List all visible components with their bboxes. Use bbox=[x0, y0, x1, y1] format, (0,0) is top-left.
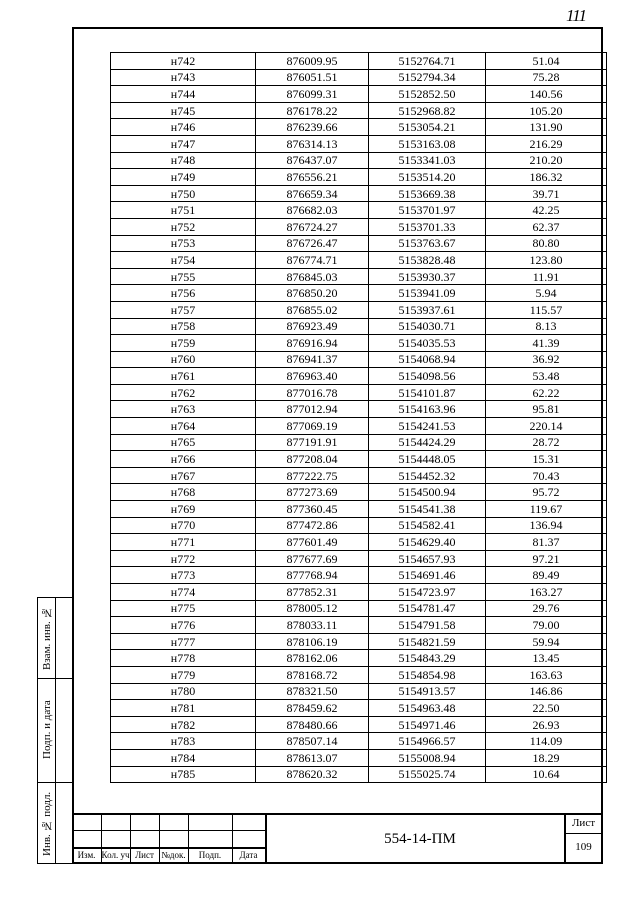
table-row bbox=[111, 666, 607, 683]
y-coordinate-cell: 5153701.33 bbox=[369, 218, 486, 235]
y-coordinate-cell: 5154101.87 bbox=[369, 384, 486, 401]
point-id-cell: н761 bbox=[111, 368, 256, 385]
y-coordinate-cell: 5154068.94 bbox=[369, 351, 486, 368]
length-cell: 123.80 bbox=[486, 252, 607, 269]
point-id-cell: н754 bbox=[111, 252, 256, 269]
coordinates-table bbox=[110, 52, 607, 783]
x-coordinate-cell: 876916.94 bbox=[256, 335, 369, 352]
length-cell: 95.81 bbox=[486, 401, 607, 418]
stamp-kol-uch: Кол. уч bbox=[101, 850, 130, 860]
x-coordinate-cell: 876923.49 bbox=[256, 318, 369, 335]
length-cell: 80.80 bbox=[486, 235, 607, 252]
table-row bbox=[111, 766, 607, 783]
point-id-cell: н745 bbox=[111, 102, 256, 119]
y-coordinate-cell: 5154629.40 bbox=[369, 534, 486, 551]
table-row bbox=[111, 135, 607, 152]
length-cell: 22.50 bbox=[486, 700, 607, 717]
y-coordinate-cell: 5154854.98 bbox=[369, 666, 486, 683]
point-id-cell: н755 bbox=[111, 268, 256, 285]
y-coordinate-cell: 5154241.53 bbox=[369, 418, 486, 435]
point-id-cell: н777 bbox=[111, 633, 256, 650]
y-coordinate-cell: 5154971.46 bbox=[369, 716, 486, 733]
length-cell: 216.29 bbox=[486, 135, 607, 152]
x-coordinate-cell: 876855.02 bbox=[256, 301, 369, 318]
x-coordinate-cell: 878321.50 bbox=[256, 683, 369, 700]
point-id-cell: н780 bbox=[111, 683, 256, 700]
inv-podl-label: Инв. № подл. bbox=[41, 791, 53, 856]
length-cell: 10.64 bbox=[486, 766, 607, 783]
length-cell: 89.49 bbox=[486, 567, 607, 584]
x-coordinate-cell: 876726.47 bbox=[256, 235, 369, 252]
y-coordinate-cell: 5153763.67 bbox=[369, 235, 486, 252]
table-row bbox=[111, 501, 607, 518]
y-coordinate-cell: 5154541.38 bbox=[369, 501, 486, 518]
length-cell: 39.71 bbox=[486, 185, 607, 202]
point-id-cell: н748 bbox=[111, 152, 256, 169]
point-id-cell: н751 bbox=[111, 202, 256, 219]
length-cell: 95.72 bbox=[486, 484, 607, 501]
sheet-number: 109 bbox=[575, 841, 592, 853]
point-id-cell: н742 bbox=[111, 53, 256, 70]
table-row bbox=[111, 318, 607, 335]
length-cell: 26.93 bbox=[486, 716, 607, 733]
table-row bbox=[111, 633, 607, 650]
length-cell: 105.20 bbox=[486, 102, 607, 119]
point-id-cell: н752 bbox=[111, 218, 256, 235]
table-row bbox=[111, 301, 607, 318]
table-row bbox=[111, 550, 607, 567]
y-coordinate-cell: 5154821.59 bbox=[369, 633, 486, 650]
length-cell: 15.31 bbox=[486, 451, 607, 468]
y-coordinate-cell: 5153514.20 bbox=[369, 169, 486, 186]
point-id-cell: н776 bbox=[111, 617, 256, 634]
length-cell: 18.29 bbox=[486, 749, 607, 766]
table-row bbox=[111, 600, 607, 617]
x-coordinate-cell: 877677.69 bbox=[256, 550, 369, 567]
length-cell: 59.94 bbox=[486, 633, 607, 650]
length-cell: 210.20 bbox=[486, 152, 607, 169]
table-row bbox=[111, 102, 607, 119]
point-id-cell: н758 bbox=[111, 318, 256, 335]
stamp-podp: Подп. bbox=[198, 850, 222, 860]
length-cell: 163.27 bbox=[486, 584, 607, 601]
x-coordinate-cell: 876941.37 bbox=[256, 351, 369, 368]
x-coordinate-cell: 877222.75 bbox=[256, 467, 369, 484]
table-row bbox=[111, 584, 607, 601]
table-row bbox=[111, 335, 607, 352]
length-cell: 163.63 bbox=[486, 666, 607, 683]
point-id-cell: н783 bbox=[111, 733, 256, 750]
length-cell: 70.43 bbox=[486, 467, 607, 484]
y-coordinate-cell: 5154452.32 bbox=[369, 467, 486, 484]
table-row bbox=[111, 268, 607, 285]
y-coordinate-cell: 5154843.29 bbox=[369, 650, 486, 667]
table-row bbox=[111, 517, 607, 534]
length-cell: 136.94 bbox=[486, 517, 607, 534]
point-id-cell: н772 bbox=[111, 550, 256, 567]
length-cell: 115.57 bbox=[486, 301, 607, 318]
point-id-cell: н768 bbox=[111, 484, 256, 501]
length-cell: 114.09 bbox=[486, 733, 607, 750]
length-cell: 119.67 bbox=[486, 501, 607, 518]
length-cell: 97.21 bbox=[486, 550, 607, 567]
point-id-cell: н757 bbox=[111, 301, 256, 318]
stamp-izm: Изм. bbox=[77, 850, 96, 860]
point-id-cell: н771 bbox=[111, 534, 256, 551]
point-id-cell: н747 bbox=[111, 135, 256, 152]
table-row bbox=[111, 252, 607, 269]
length-cell: 51.04 bbox=[486, 53, 607, 70]
table-row bbox=[111, 716, 607, 733]
x-coordinate-cell: 876178.22 bbox=[256, 102, 369, 119]
point-id-cell: н749 bbox=[111, 169, 256, 186]
y-coordinate-cell: 5154963.48 bbox=[369, 700, 486, 717]
x-coordinate-cell: 877360.45 bbox=[256, 501, 369, 518]
length-cell: 62.37 bbox=[486, 218, 607, 235]
length-cell: 53.48 bbox=[486, 368, 607, 385]
y-coordinate-cell: 5154691.46 bbox=[369, 567, 486, 584]
y-coordinate-cell: 5154781.47 bbox=[369, 600, 486, 617]
table-row bbox=[111, 484, 607, 501]
y-coordinate-cell: 5153930.37 bbox=[369, 268, 486, 285]
y-coordinate-cell: 5154035.53 bbox=[369, 335, 486, 352]
length-cell: 220.14 bbox=[486, 418, 607, 435]
y-coordinate-cell: 5154913.57 bbox=[369, 683, 486, 700]
podp-data-label: Подп. и дата bbox=[41, 700, 53, 760]
length-cell: 79.00 bbox=[486, 617, 607, 634]
length-cell: 29.76 bbox=[486, 600, 607, 617]
x-coordinate-cell: 876099.31 bbox=[256, 86, 369, 103]
x-coordinate-cell: 878620.32 bbox=[256, 766, 369, 783]
point-id-cell: н759 bbox=[111, 335, 256, 352]
x-coordinate-cell: 877768.94 bbox=[256, 567, 369, 584]
point-id-cell: н773 bbox=[111, 567, 256, 584]
x-coordinate-cell: 878162.06 bbox=[256, 650, 369, 667]
table-row bbox=[111, 434, 607, 451]
x-coordinate-cell: 877273.69 bbox=[256, 484, 369, 501]
y-coordinate-cell: 5154163.96 bbox=[369, 401, 486, 418]
table-row bbox=[111, 418, 607, 435]
point-id-cell: н760 bbox=[111, 351, 256, 368]
length-cell: 131.90 bbox=[486, 119, 607, 136]
table-row bbox=[111, 86, 607, 103]
y-coordinate-cell: 5155008.94 bbox=[369, 749, 486, 766]
sheet-label: Лист bbox=[571, 817, 596, 829]
y-coordinate-cell: 5152968.82 bbox=[369, 102, 486, 119]
x-coordinate-cell: 878613.07 bbox=[256, 749, 369, 766]
point-id-cell: н779 bbox=[111, 666, 256, 683]
x-coordinate-cell: 876724.27 bbox=[256, 218, 369, 235]
x-coordinate-cell: 878106.19 bbox=[256, 633, 369, 650]
table-row bbox=[111, 218, 607, 235]
table-row bbox=[111, 451, 607, 468]
handwritten-page-mark: 111 bbox=[566, 6, 586, 25]
length-cell: 42.25 bbox=[486, 202, 607, 219]
x-coordinate-cell: 877852.31 bbox=[256, 584, 369, 601]
table-row bbox=[111, 617, 607, 634]
document-code: 554-14-ПМ bbox=[384, 831, 456, 847]
point-id-cell: н766 bbox=[111, 451, 256, 468]
x-coordinate-cell: 878507.14 bbox=[256, 733, 369, 750]
table-row bbox=[111, 401, 607, 418]
table-row bbox=[111, 119, 607, 136]
table-row bbox=[111, 152, 607, 169]
x-coordinate-cell: 876963.40 bbox=[256, 368, 369, 385]
x-coordinate-cell: 878168.72 bbox=[256, 666, 369, 683]
point-id-cell: н769 bbox=[111, 501, 256, 518]
point-id-cell: н744 bbox=[111, 86, 256, 103]
length-cell: 186.32 bbox=[486, 169, 607, 186]
y-coordinate-cell: 5154030.71 bbox=[369, 318, 486, 335]
x-coordinate-cell: 878005.12 bbox=[256, 600, 369, 617]
table-row bbox=[111, 368, 607, 385]
length-cell: 41.39 bbox=[486, 335, 607, 352]
y-coordinate-cell: 5153341.03 bbox=[369, 152, 486, 169]
title-block bbox=[72, 813, 603, 864]
x-coordinate-cell: 877208.04 bbox=[256, 451, 369, 468]
x-coordinate-cell: 878459.62 bbox=[256, 700, 369, 717]
point-id-cell: н784 bbox=[111, 749, 256, 766]
stamp-data: Дата bbox=[239, 850, 258, 860]
length-cell: 5.94 bbox=[486, 285, 607, 302]
y-coordinate-cell: 5153669.38 bbox=[369, 185, 486, 202]
y-coordinate-cell: 5154424.29 bbox=[369, 434, 486, 451]
table-row bbox=[111, 235, 607, 252]
table-row bbox=[111, 700, 607, 717]
x-coordinate-cell: 876845.03 bbox=[256, 268, 369, 285]
point-id-cell: н764 bbox=[111, 418, 256, 435]
table-row bbox=[111, 733, 607, 750]
table-row bbox=[111, 351, 607, 368]
length-cell: 140.56 bbox=[486, 86, 607, 103]
y-coordinate-cell: 5153828.48 bbox=[369, 252, 486, 269]
x-coordinate-cell: 876314.13 bbox=[256, 135, 369, 152]
point-id-cell: н765 bbox=[111, 434, 256, 451]
y-coordinate-cell: 5152852.50 bbox=[369, 86, 486, 103]
x-coordinate-cell: 876850.20 bbox=[256, 285, 369, 302]
side-stamp bbox=[37, 597, 74, 864]
point-id-cell: н782 bbox=[111, 716, 256, 733]
x-coordinate-cell: 878480.66 bbox=[256, 716, 369, 733]
length-cell: 28.72 bbox=[486, 434, 607, 451]
point-id-cell: н753 bbox=[111, 235, 256, 252]
y-coordinate-cell: 5153701.97 bbox=[369, 202, 486, 219]
y-coordinate-cell: 5153941.09 bbox=[369, 285, 486, 302]
x-coordinate-cell: 876009.95 bbox=[256, 53, 369, 70]
point-id-cell: н756 bbox=[111, 285, 256, 302]
y-coordinate-cell: 5154098.56 bbox=[369, 368, 486, 385]
y-coordinate-cell: 5152794.34 bbox=[369, 69, 486, 86]
point-id-cell: н750 bbox=[111, 185, 256, 202]
y-coordinate-cell: 5153163.08 bbox=[369, 135, 486, 152]
table-row bbox=[111, 169, 607, 186]
point-id-cell: н774 bbox=[111, 584, 256, 601]
point-id-cell: н767 bbox=[111, 467, 256, 484]
x-coordinate-cell: 876659.34 bbox=[256, 185, 369, 202]
length-cell: 8.13 bbox=[486, 318, 607, 335]
y-coordinate-cell: 5155025.74 bbox=[369, 766, 486, 783]
length-cell: 13.45 bbox=[486, 650, 607, 667]
x-coordinate-cell: 876437.07 bbox=[256, 152, 369, 169]
y-coordinate-cell: 5154657.93 bbox=[369, 550, 486, 567]
point-id-cell: н778 bbox=[111, 650, 256, 667]
x-coordinate-cell: 876682.03 bbox=[256, 202, 369, 219]
y-coordinate-cell: 5153937.61 bbox=[369, 301, 486, 318]
table-row bbox=[111, 285, 607, 302]
length-cell: 81.37 bbox=[486, 534, 607, 551]
x-coordinate-cell: 877069.19 bbox=[256, 418, 369, 435]
y-coordinate-cell: 5154791.58 bbox=[369, 617, 486, 634]
table-row bbox=[111, 53, 607, 70]
stamp-list: Лист bbox=[135, 850, 154, 860]
stamp-ndok: №док. bbox=[161, 850, 186, 860]
point-id-cell: н762 bbox=[111, 384, 256, 401]
y-coordinate-cell: 5154723.97 bbox=[369, 584, 486, 601]
x-coordinate-cell: 877016.78 bbox=[256, 384, 369, 401]
point-id-cell: н746 bbox=[111, 119, 256, 136]
table-row bbox=[111, 69, 607, 86]
x-coordinate-cell: 876556.21 bbox=[256, 169, 369, 186]
y-coordinate-cell: 5154500.94 bbox=[369, 484, 486, 501]
table-row bbox=[111, 467, 607, 484]
y-coordinate-cell: 5154582.41 bbox=[369, 517, 486, 534]
point-id-cell: н775 bbox=[111, 600, 256, 617]
x-coordinate-cell: 877012.94 bbox=[256, 401, 369, 418]
length-cell: 36.92 bbox=[486, 351, 607, 368]
x-coordinate-cell: 876774.71 bbox=[256, 252, 369, 269]
table-row bbox=[111, 534, 607, 551]
table-row bbox=[111, 683, 607, 700]
length-cell: 146.86 bbox=[486, 683, 607, 700]
point-id-cell: н743 bbox=[111, 69, 256, 86]
table-row bbox=[111, 185, 607, 202]
table-row bbox=[111, 567, 607, 584]
x-coordinate-cell: 877191.91 bbox=[256, 434, 369, 451]
point-id-cell: н770 bbox=[111, 517, 256, 534]
vzam-inv-label: Взам. инв. № bbox=[41, 606, 53, 670]
point-id-cell: н785 bbox=[111, 766, 256, 783]
table-row bbox=[111, 749, 607, 766]
y-coordinate-cell: 5154448.05 bbox=[369, 451, 486, 468]
length-cell: 62.22 bbox=[486, 384, 607, 401]
y-coordinate-cell: 5152764.71 bbox=[369, 53, 486, 70]
x-coordinate-cell: 878033.11 bbox=[256, 617, 369, 634]
point-id-cell: н763 bbox=[111, 401, 256, 418]
y-coordinate-cell: 5153054.21 bbox=[369, 119, 486, 136]
x-coordinate-cell: 877472.86 bbox=[256, 517, 369, 534]
length-cell: 75.28 bbox=[486, 69, 607, 86]
table-row bbox=[111, 202, 607, 219]
length-cell: 11.91 bbox=[486, 268, 607, 285]
point-id-cell: н781 bbox=[111, 700, 256, 717]
x-coordinate-cell: 876051.51 bbox=[256, 69, 369, 86]
x-coordinate-cell: 876239.66 bbox=[256, 119, 369, 136]
table-row bbox=[111, 650, 607, 667]
y-coordinate-cell: 5154966.57 bbox=[369, 733, 486, 750]
table-row bbox=[111, 384, 607, 401]
x-coordinate-cell: 877601.49 bbox=[256, 534, 369, 551]
